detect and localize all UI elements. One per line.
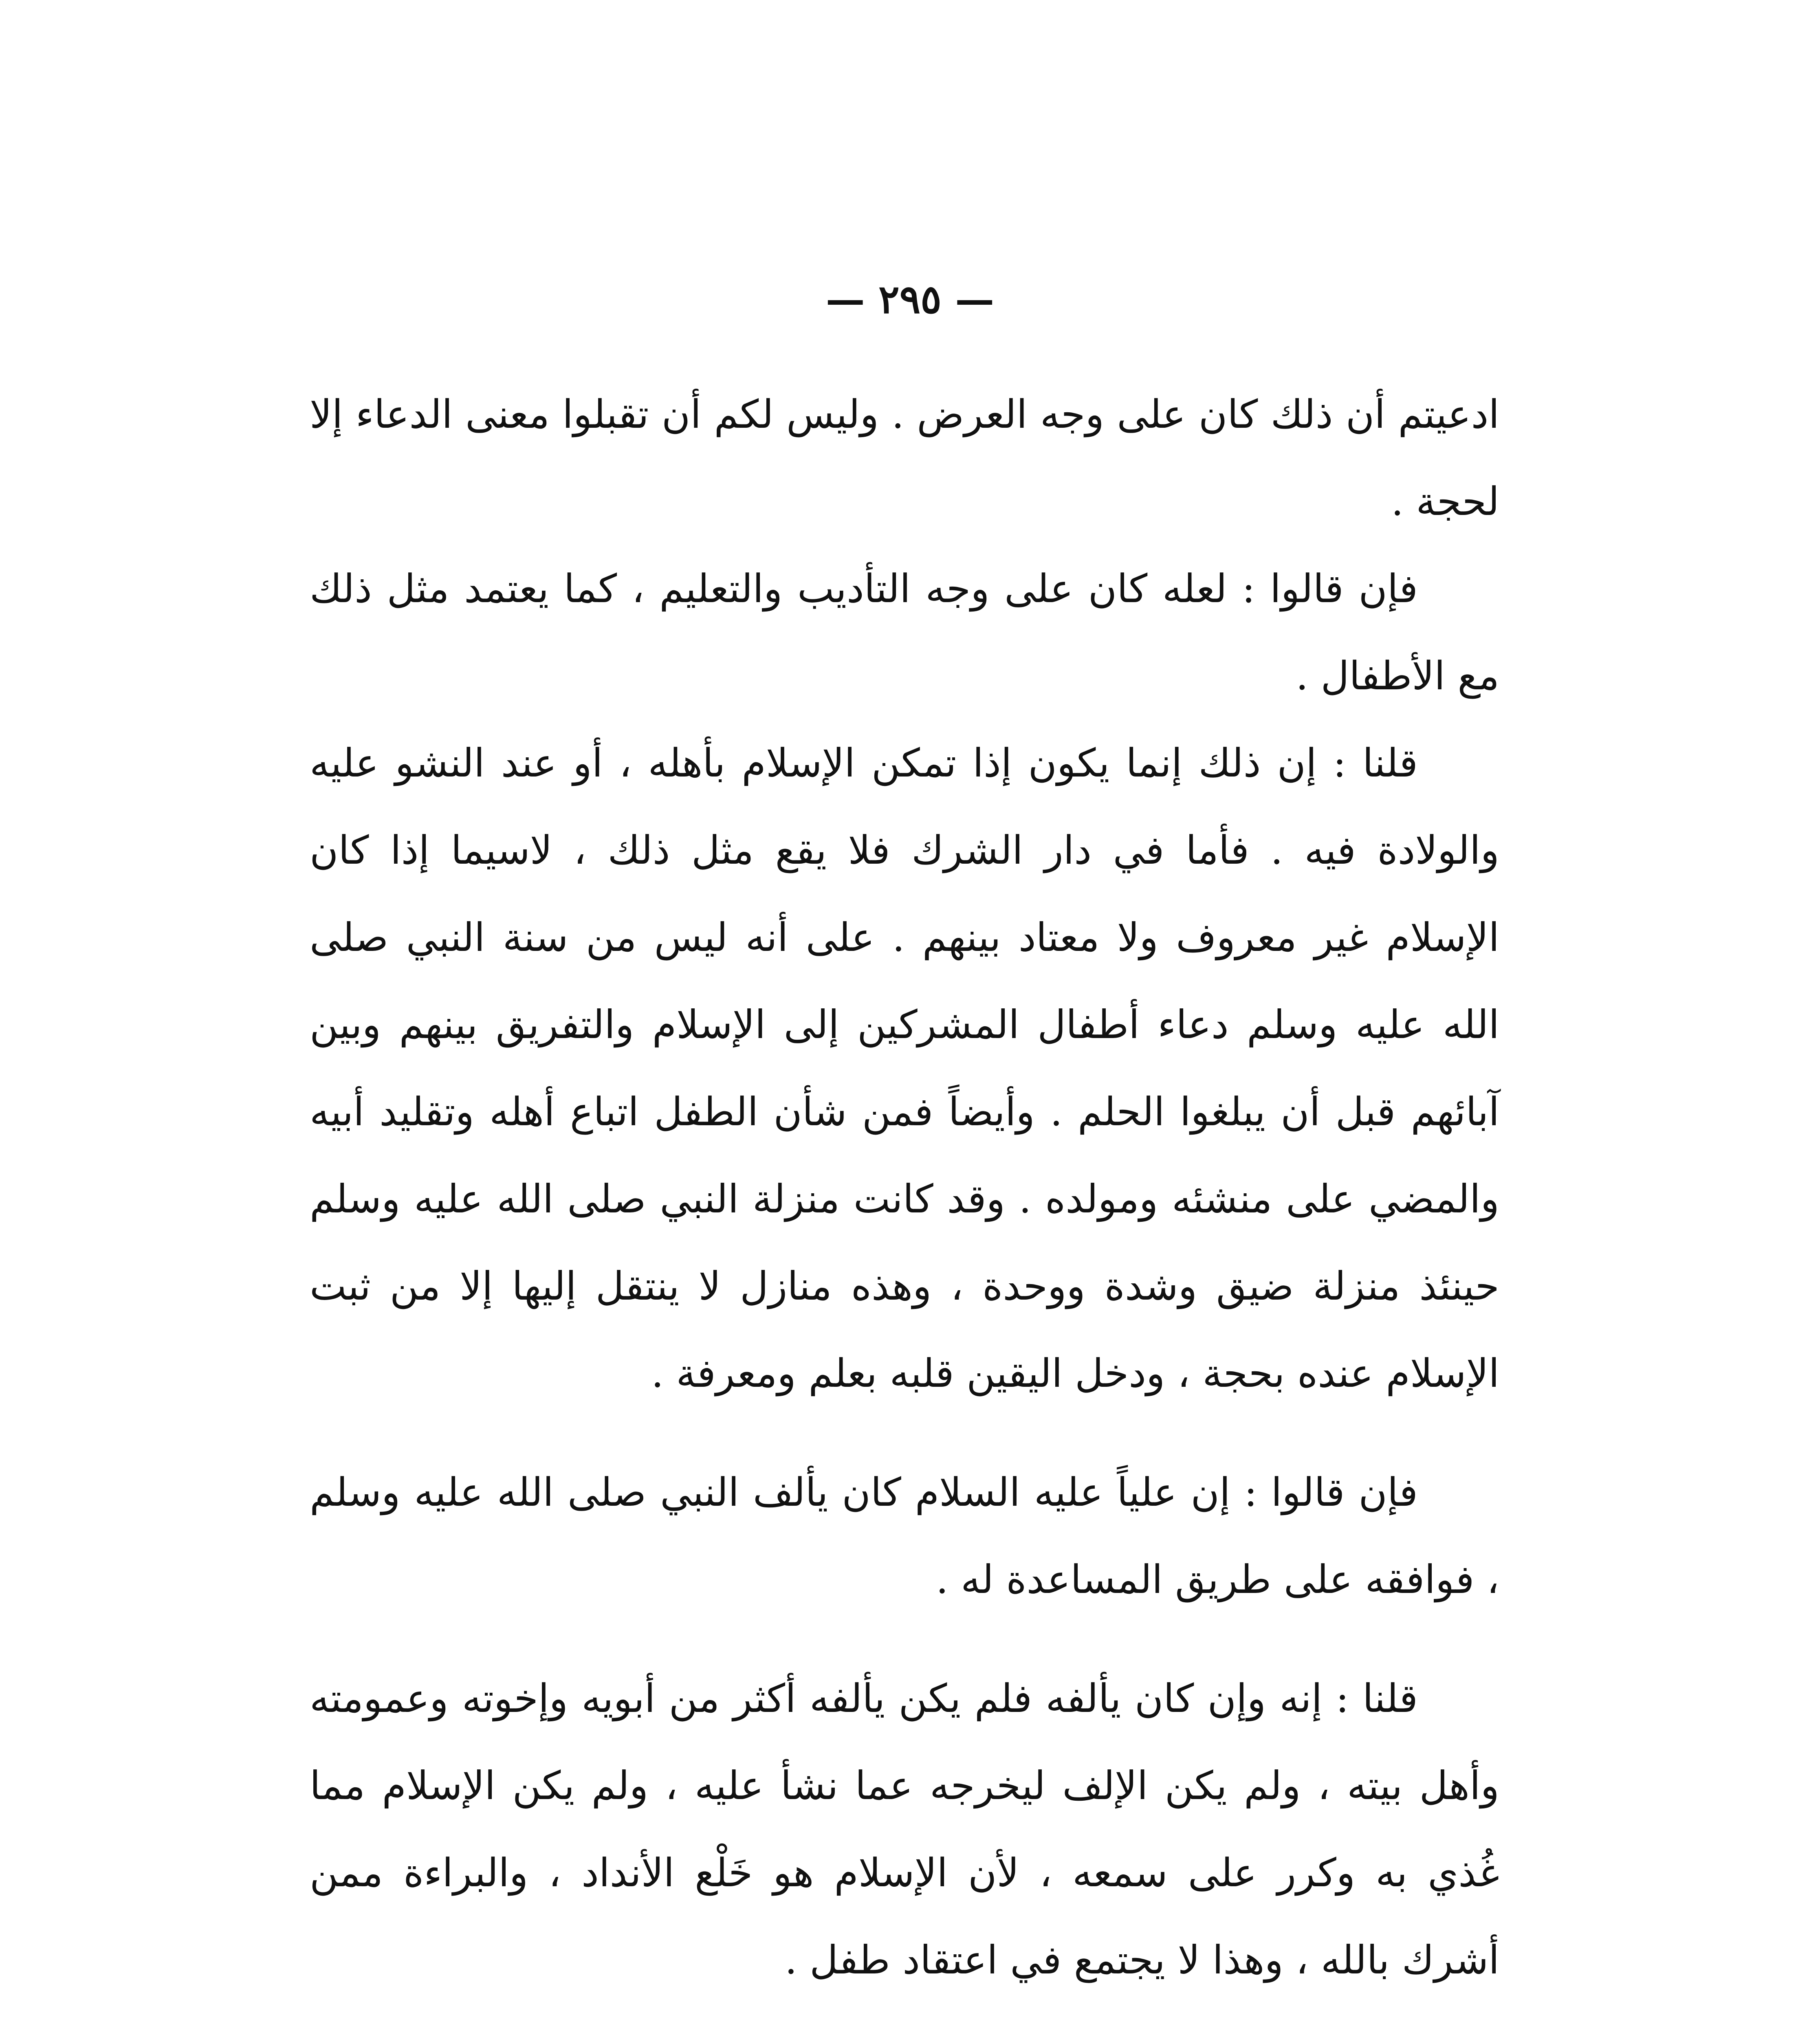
paragraph-5: قلنا : إنه وإن كان يألفه فلم يكن يألفه أكثر من أبويه وإخوته وعمومته وأهل بيته ، ولم يكن الإلف ليخرجه عما نشأ عليه ، ولم يكن الإسلام مما غُذي به وكرر على سمعه ، لأن الإسلام هو خَلْع الأنداد ، والبراءة ممن أشرك بالله ، وهذا لا يجتمع في اعتقاد طفل . [310, 1676, 1499, 1983]
paragraph-6 [310, 2035, 1499, 2037]
paragraph-4: فإن قالوا : إن علياً عليه السلام كان يألف النبي صلى الله عليه وسلم ، فوافقه على طريق المساعدة له . [310, 1469, 1499, 1602]
body-text [310, 371, 1499, 2037]
paragraph-1: ادعيتم أن ذلك كان على وجه العرض . وليس لكم أن تقبلوا معنى الدعاء إلا لحجة . [310, 392, 1500, 524]
paragraph-2: فإن قالوا : لعله كان على وجه التأديب والتعليم ، كما يعتمد مثل ذلك مع الأطفال . [310, 566, 1499, 699]
paragraph-3: قلنا : إن ذلك إنما يكون إذا تمكن الإسلام بأهله ، أو عند النشو عليه والولادة فيه . فأما في دار الشرك فلا يقع مثل ذلك ، لاسيما إذا كان الإسلام غير معروف ولا معتاد بينهم . على أنه ليس من سنة النبي صلى الله عليه وسلم دعاء أطفال المشركين إلى الإسلام والتفريق بينهم وبين آبائهم قبل أن يبلغوا الحلم . وأيضاً فمن شأن الطفل اتباع أهله وتقليد أبيه والمضي على منشئه ومولده . وقد كانت منزلة النبي صلى الله عليه وسلم حينئذ منزلة ضيق وشدة ووحدة ، وهذه منازل لا ينتقل إليها إلا من ثبت الإسلام عنده بحجة ، ودخل اليقين قلبه بعلم ومعرفة . [310, 740, 1500, 1396]
page-number: — ٢٩٥ — [825, 276, 995, 322]
